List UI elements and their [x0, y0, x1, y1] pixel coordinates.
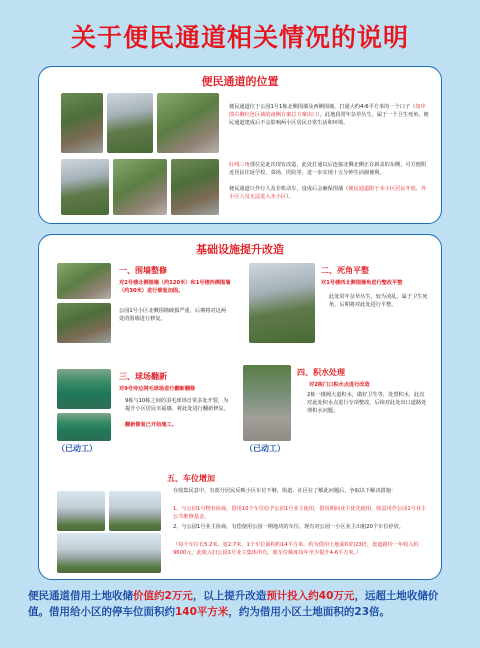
- s3-photo-2: [57, 413, 111, 441]
- s2-photo-1: [249, 263, 315, 343]
- infra-heading: 基础设施提升改造: [196, 243, 284, 256]
- location-photo-6: [171, 159, 219, 215]
- s3-status-tag: （已动工）: [57, 444, 97, 453]
- location-photo-2: [107, 93, 153, 153]
- s1-title: 一、围墙整修: [119, 266, 167, 275]
- s2-body: 此处常年杂草丛生，较为凌乱，属于卫生死角，后期将对此处进行平整。: [329, 294, 428, 308]
- s5-item-1: 1、与公园1号物业协商，借用10个车位给予公园1号业主使用，借用期间业主优先使用，收益用作公园1号业主公共维修基金。: [173, 506, 427, 520]
- s5-intro: 在收集民意中，有部分居民反映小区车位不够，街道、社区在了解此问题后，争取以下解决措施：: [173, 488, 397, 494]
- s5-item-2: 2、与公园1号业主协商，有偿使用公园一期地块的车位，现有对公园一小区业主出租20个车位停放。: [173, 524, 405, 530]
- s4-note: 对2栋门口积水点进行改造: [309, 382, 370, 388]
- s3-body: 9栋与10栋之间的羽毛球场日常多处开裂，为提升小区居民幸福感，将此处进行翻新修复。: [125, 398, 229, 412]
- s2-note: 对1号楼西北侧围墙角进行整改平整: [321, 280, 403, 286]
- infra-panel: [38, 234, 442, 580]
- location-photo-1: [61, 93, 103, 153]
- location-photo-3: [157, 93, 219, 153]
- s5-title: 五、车位增加: [167, 474, 215, 483]
- s2-title: 二、死角平整: [321, 266, 369, 275]
- s5-photo-3: [57, 533, 161, 573]
- s4-body: 2栋一楼阀大道积水，做好卫生等，处置积水，此次对此处积水点进行专项整改，后续对此处出口道路处理积水问题。: [307, 392, 427, 414]
- location-para-2: 红线三角部位是此次现有改造，此处打通以后连接北侧北侧正在新盖的东侧，可方便附近居民往返学校、菜场、医院等，进一步实现十五分钟生活圈便利。: [229, 162, 427, 176]
- s1-photo-2: [57, 303, 111, 343]
- location-heading: 便民通道的位置: [201, 75, 279, 88]
- s1-photo-1: [57, 263, 111, 299]
- s4-status-tag: （已动工）: [245, 444, 285, 453]
- location-panel: [38, 66, 442, 224]
- s5-photo-1: [57, 491, 105, 531]
- location-photo-5: [113, 159, 167, 215]
- location-para-1: 便民通道位于公园1号1栋北侧围墙及西侧围墙，打通大约4-6平方米的一个口子（如中图右侧红色区域的南侧方案总方案出口）。此地段常年杂草丛生，属于一个卫生死角。便民通道建成后不会影响两小区居民日常生活和环境。: [229, 104, 429, 126]
- s3-photo-1: [57, 369, 111, 409]
- s1-body: 公园1号小区北侧围墙破损严重，后期将对这两处的围墙进行修复。: [119, 308, 227, 322]
- s1-note: 对2号楼北侧围墙（约120米）和1号楼西侧围墙（约30米）进行修复加固。: [119, 280, 231, 294]
- location-photo-4: [61, 159, 109, 215]
- page-title: 关于便民通道相关情况的说明: [70, 23, 409, 52]
- s3-title: 三、球场翻新: [119, 372, 167, 381]
- s4-title: 四、积水处理: [297, 368, 345, 377]
- s3-body-red: 翻新修复已开始施工。: [125, 422, 177, 428]
- location-para-3: 便民通道只作行人及非机动车，设成后会确保围墙（便民通道限于本小区居民开放，外小区人员无法进入本小区）。: [229, 186, 427, 200]
- s4-photo-1: [243, 365, 291, 441]
- s5-photo-2: [109, 491, 161, 531]
- footer-summary: 便民通道借用土地收储价值约2万元，以上提升改造预计投入约40万元，远超土地收储价值。借用给小区的停车位面积约140平方米，约为借用小区土地面积的23倍。: [28, 590, 439, 618]
- s3-note: 对9号旁边网毛球场进行翻新翻修: [119, 386, 196, 392]
- s5-item-3: （每个车位长5.2米，宽2.7米，1个车位面积约14平方米。约为借用土地面积的23倍，按道路价一年收入约9600元，此收入归公园1号业主集体所有。收车位额度每年至少提升4-6平方米。）: [173, 542, 419, 556]
